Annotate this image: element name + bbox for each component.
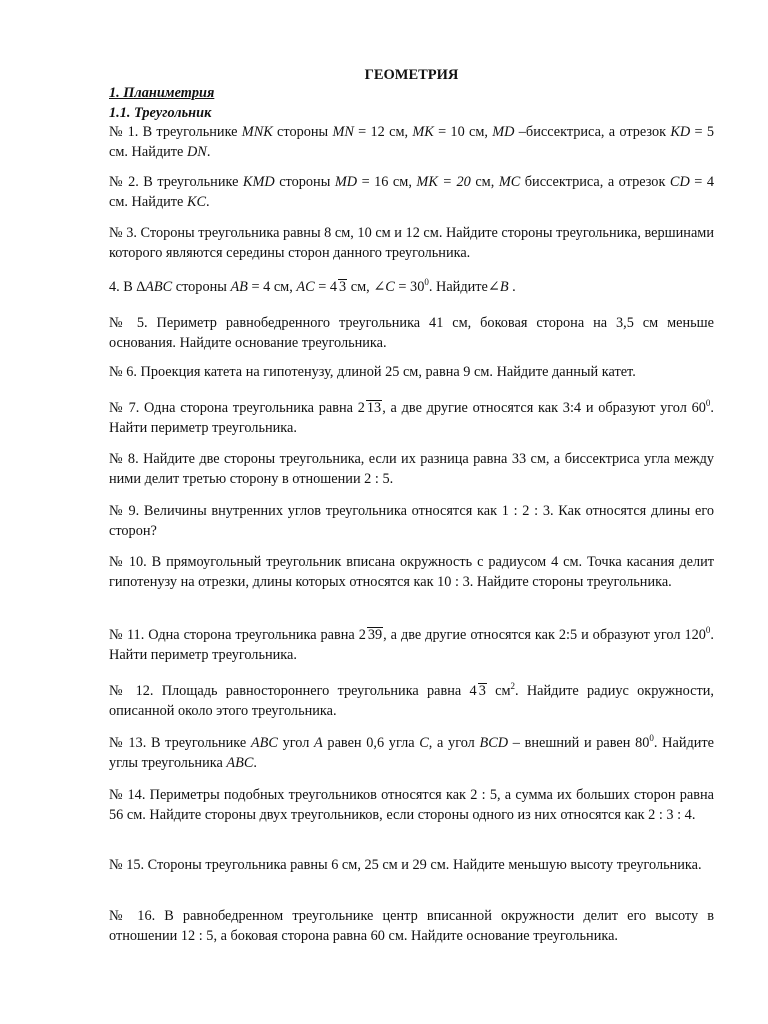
problem-16: № 16. В равнобедренном треугольнике центр вписанной окружности делит его высоту в отношении 12 : 5, а боковая сторона равна 60 см. Найдите основание треугольника. [109, 908, 714, 944]
problem-3: № 3. Стороны треугольника равны 8 см, 10 см и 12 см. Найдите стороны треугольника, вершинами которого являются середины сторон данного треугольника. [109, 225, 714, 261]
sqrt-sign: 3 [339, 279, 347, 295]
sqrt-sign: 13 [366, 400, 382, 416]
problem-11: № 11. Одна сторона треугольника равна 2 39, а две другие относятся как 2:5 и образуют угол $120^0$. Найти периметр треугольника. [109, 625, 714, 663]
problem-6: № 6. Проекция катета на гипотенузу, длиной 25 см, равна 9 см. Найдите данный катет. [109, 364, 636, 380]
problem-9: № 9. Величины внутренних углов треугольника относятся как 1 : 2 : 3. Как относятся длины его сторон? [109, 503, 714, 539]
problem-13: № 13. В треугольнике ABC угол A равен 0,6 угла C, а угол BCD – внешний и равен $80^0$. Найдите углы треугольника ABC. [109, 733, 714, 771]
problem-1: № 1. В треугольнике MNK стороны MN = 12 см, MK = 10 см, MD –биссектриса, а отрезок KD = 5 см. Найдите DN. [109, 124, 715, 160]
sqrt-sign: 3 [478, 683, 486, 699]
section-heading: 1. Планиметрия [109, 85, 215, 101]
problem-10: № 10. В прямоугольный треугольник вписана окружность с радиусом 4 см. Точка касания делит гипотенузу на отрезки, длины которых относятся как 10 : 3. Найдите стороны треугольника. [109, 554, 714, 590]
problem-15: № 15. Стороны треугольника равны 6 см, 25 см и 29 см. Найдите меньшую высоту треугольника. [109, 857, 702, 873]
problem-4: 4. В ∆ABC стороны AB = 4 см, AC = 4 3 см, ∠C = $30^0$. Найдите∠B . [109, 277, 516, 295]
subsection-heading: 1.1. Треугольник [109, 105, 212, 121]
sqrt-sign: 39 [367, 627, 383, 643]
problem-14: № 14. Периметры подобных треугольников относятся как 2 : 5, а сумма их больших сторон равна 56 см. Найдите стороны двух треугольников, если стороны одного из них относятся как 2 : 3 : 4. [109, 787, 714, 823]
problem-2: № 2. В треугольнике KMD стороны MD = 16 см, MK = 20 см, MC биссектриса, а отрезок CD = 4 см. Найдите KC. [109, 174, 715, 210]
document-title: ГЕОМЕТРИЯ [364, 67, 459, 83]
problem-8: № 8. Найдите две стороны треугольника, если их разница равна 33 см, а биссектриса угла между ними делит третью сторону в отношении 2 : 5. [109, 451, 714, 487]
problem-7: № 7. Одна сторона треугольника равна 2 13, а две другие относятся как 3:4 и образуют угол $60^0$. Найти периметр треугольника. [109, 398, 714, 436]
problem-5: № 5. Периметр равнобедренного треугольника 41 см, боковая сторона на 3,5 см меньше основания. Найдите основание треугольника. [109, 315, 714, 351]
problem-12: № 12. Площадь равностороннего треугольника равна 4 3 $см^2$. Найдите радиус окружности, описанной около этого треугольника. [109, 681, 714, 719]
